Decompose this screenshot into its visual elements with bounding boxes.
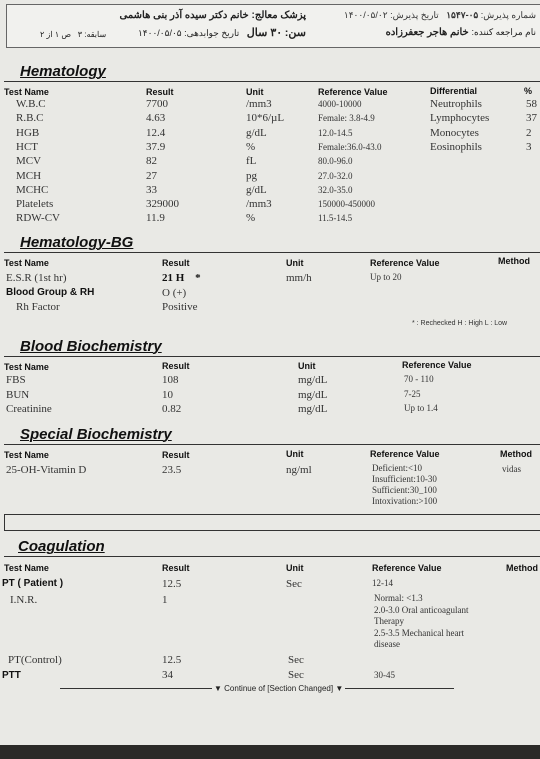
section-separator-top — [4, 514, 540, 515]
hema-result: 12.4 — [146, 126, 166, 139]
hema-unit: /mm3 — [246, 98, 272, 110]
bb-col-unit: Unit — [298, 361, 316, 371]
physician-label: پزشک معالج: — [251, 10, 306, 21]
sb-col-unit: Unit — [286, 449, 304, 459]
bb-col-test: Test Name — [4, 362, 49, 372]
esr-ref: Up to 20 — [370, 272, 402, 282]
reply-date-label: تاریخ جوابدهی: — [184, 28, 240, 38]
reply-date: ۱۴۰۰/۰۵/۰۵ — [137, 28, 182, 38]
diff-value: 2 — [526, 126, 532, 139]
diff-value: 3 — [526, 140, 532, 153]
page-label: ص ۱ از ۲ — [40, 30, 72, 39]
bb-ref: 70 - 110 — [404, 374, 434, 384]
blood-biochem-divider — [4, 356, 540, 357]
admission-no-label: شماره پذیرش: — [480, 10, 536, 20]
hema-result: 82 — [146, 155, 157, 168]
diff-name: Eosinophils — [430, 140, 482, 153]
physician-name: خانم دکتر سیده آذر بنی هاشمی — [119, 10, 249, 21]
esr-unit: mm/h — [286, 272, 312, 284]
inr-ref-line: Normal: <1.3 — [374, 593, 423, 603]
section-separator-bottom — [4, 530, 540, 531]
sb-col-method: Method — [500, 449, 532, 459]
diff-name: Monocytes — [430, 126, 479, 139]
admission-info — [344, 10, 536, 21]
bb-ref: Up to 1.4 — [404, 403, 438, 413]
bb-result: 10 — [162, 388, 173, 401]
hema-col-pct: % — [524, 86, 533, 96]
hema-unit: 10*6/µL — [246, 112, 285, 125]
history-label: سابقه: — [84, 30, 107, 39]
esr-result — [162, 272, 201, 284]
section-separator-left — [4, 514, 5, 530]
hema-result: 11.9 — [146, 212, 165, 225]
hema-test-name: W.B.C — [16, 98, 46, 110]
hema-unit: g/dL — [246, 126, 267, 139]
co-col-ref: Reference Value — [372, 563, 442, 573]
hema-col-ref: Reference Value — [318, 87, 388, 97]
ptt-name: PTT — [2, 670, 21, 681]
sb-col-ref: Reference Value — [370, 449, 440, 459]
hematology-bg-divider — [4, 252, 540, 253]
history-value: ۳ — [77, 30, 82, 39]
bb-unit: mg/dL — [298, 374, 328, 386]
bb-test-name: BUN — [6, 388, 30, 401]
co-col-unit: Unit — [286, 563, 304, 573]
age-label: سن: — [284, 27, 306, 39]
ptt-result: 34 — [162, 669, 173, 681]
ptc-unit: Sec — [288, 654, 304, 666]
bb-col-result: Result — [162, 361, 190, 371]
co-col-method: Method — [506, 563, 538, 573]
ptc-name: PT(Control) — [8, 654, 62, 666]
inr-ref-line: disease — [374, 639, 400, 649]
bb-result: 0.82 — [162, 403, 182, 415]
vitd-ref-line: Sufficient:30_100 — [372, 485, 437, 495]
esr-name: E.S.R (1st hr) — [6, 272, 67, 284]
bg-col-unit: Unit — [286, 258, 304, 268]
vitd-method: vidas — [502, 464, 521, 474]
patient-name: خانم هاجر جعفرزاده — [385, 27, 469, 38]
hema-unit: pg — [246, 169, 257, 182]
hema-ref: 27.0-32.0 — [318, 170, 353, 181]
continue-notice: ▼ Continue of [Section Changed] ▼ — [214, 684, 344, 693]
co-col-test: Test Name — [4, 563, 49, 573]
inr-ref-line: 2.0-3.0 Oral anticoagulant — [374, 604, 469, 615]
hema-ref: 150000-450000 — [318, 199, 375, 210]
bb-unit: mg/dL — [298, 403, 328, 415]
hema-test-name: Platelets — [16, 198, 54, 211]
pt-result: 12.5 — [162, 578, 182, 590]
coagulation-title: Coagulation — [18, 538, 105, 555]
bg-col-test: Test Name — [4, 258, 49, 268]
hema-unit: fL — [246, 155, 257, 168]
sb-col-test: Test Name — [4, 450, 49, 460]
admission-date-label: تاریخ پذیرش: — [390, 10, 439, 20]
hema-ref: 80.0-96.0 — [318, 156, 353, 167]
rh-label: Rh Factor — [16, 301, 60, 313]
page-history — [40, 30, 106, 39]
hema-col-result: Result — [146, 87, 174, 97]
special-biochem-title: Special Biochemistry — [20, 426, 172, 443]
inr-ref-line: 2.5-3.5 Mechanical heart — [374, 627, 464, 638]
admission-no: ۰۵-۱۵۴۷ — [446, 10, 479, 20]
vitd-result: 23.5 — [162, 464, 182, 476]
photo-bottom-edge — [0, 745, 540, 759]
hematology-bg-title: Hematology-BG — [20, 234, 134, 251]
hema-test-name: R.B.C — [16, 112, 44, 125]
sb-col-result: Result — [162, 450, 190, 460]
hema-result: 37.9 — [146, 140, 166, 153]
hema-unit: % — [246, 140, 256, 153]
hema-result: 33 — [146, 183, 157, 196]
hema-result: 4.63 — [146, 112, 166, 125]
ptc-result: 12.5 — [162, 654, 182, 666]
age-info — [138, 26, 306, 39]
hema-ref: Female:36.0-43.0 — [318, 141, 382, 152]
ptt-unit: Sec — [288, 669, 304, 681]
age-value: ۳۰ سال — [246, 27, 283, 39]
hema-ref: 12.0-14.5 — [318, 127, 353, 138]
bb-result: 108 — [162, 374, 179, 386]
esr-flag: H — [175, 272, 185, 284]
hema-test-name: HGB — [16, 126, 40, 139]
hema-unit: /mm3 — [246, 198, 272, 211]
pt-ref: 12-14 — [372, 578, 393, 588]
admission-date: ۱۴۰۰/۰۵/۰۲ — [343, 10, 388, 20]
bg-col-ref: Reference Value — [370, 258, 440, 268]
hema-ref: 4000-10000 — [318, 99, 362, 109]
flag-legend: * : Rechecked H : High L : Low — [412, 320, 508, 327]
bb-col-ref: Reference Value — [402, 360, 472, 370]
hema-unit: % — [246, 212, 256, 225]
hema-test-name: HCT — [16, 140, 38, 153]
hema-ref: Female: 3.8-4.9 — [318, 113, 375, 124]
hema-test-name: RDW-CV — [16, 212, 60, 225]
diff-name: Neutrophils — [430, 98, 482, 110]
vitd-ref-line: Intoxivation:>100 — [372, 496, 438, 506]
vitd-ref-line: Deficient:<10 — [372, 463, 423, 473]
coagulation-divider — [4, 556, 540, 557]
hema-col-unit: Unit — [246, 87, 264, 97]
esr-value: 21 — [162, 272, 173, 284]
bg-col-method: Method — [498, 256, 530, 266]
bg-col-result: Result — [162, 258, 190, 268]
blood-biochem-title: Blood Biochemistry — [20, 338, 162, 355]
rh-value: Positive — [162, 301, 198, 313]
esr-mark: * — [195, 272, 201, 284]
hema-result: 7700 — [146, 98, 168, 110]
ptt-ref: 30-45 — [374, 670, 395, 680]
inr-result: 1 — [162, 594, 168, 606]
hema-unit: g/dL — [246, 183, 267, 196]
hematology-divider — [4, 81, 540, 82]
inr-ref-line: Therapy — [374, 616, 404, 626]
bb-test-name: FBS — [6, 374, 26, 386]
diff-value: 37 — [526, 112, 537, 125]
hema-ref: 11.5-14.5 — [318, 213, 353, 224]
patient-info — [386, 27, 536, 38]
vitd-unit: ng/ml — [286, 464, 312, 476]
hema-col-test: Test Name — [4, 87, 49, 97]
bb-unit: mg/dL — [298, 388, 328, 401]
hema-ref: 32.0-35.0 — [318, 184, 353, 195]
hema-test-name: MCHC — [16, 183, 49, 196]
hema-col-diff: Differential — [430, 86, 478, 96]
diff-name: Lymphocytes — [430, 112, 490, 125]
bb-ref: 7-25 — [404, 388, 421, 399]
hema-test-name: MCH — [16, 169, 42, 182]
hema-result: 329000 — [146, 198, 179, 211]
co-col-result: Result — [162, 563, 190, 573]
vitd-ref-line: Insufficient:10-30 — [372, 474, 437, 484]
physician-info — [120, 10, 306, 21]
bb-test-name: Creatinine — [6, 403, 52, 415]
pt-unit: Sec — [286, 578, 302, 590]
blood-group-label: Blood Group & RH — [6, 287, 95, 298]
hema-test-name: MCV — [16, 155, 42, 168]
inr-name: I.N.R. — [10, 594, 38, 606]
pt-name: PT ( Patient ) — [2, 578, 64, 589]
diff-value: 58 — [526, 98, 537, 110]
hematology-title: Hematology — [20, 63, 106, 80]
vitd-name: 25-OH-Vitamin D — [6, 464, 87, 476]
patient-label: نام مراجعه کننده: — [471, 27, 536, 37]
blood-group-value: O (+) — [162, 287, 187, 299]
special-biochem-divider — [4, 444, 540, 445]
hema-result: 27 — [146, 169, 157, 182]
